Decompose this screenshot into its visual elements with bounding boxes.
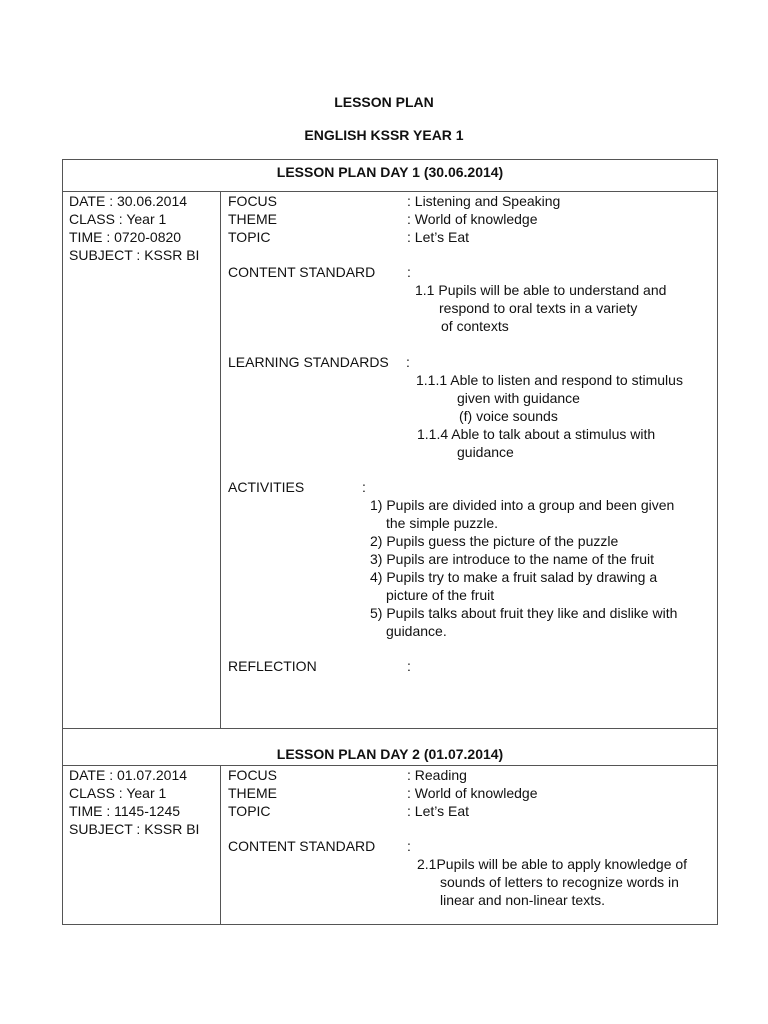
- day2-theme-value: : World of knowledge: [407, 785, 538, 801]
- day2-content-standard-line: sounds of letters to recognize words in: [440, 874, 679, 890]
- day1-content-standard-line: 1.1 Pupils will be able to understand and: [415, 282, 667, 298]
- day1-reflection-label: REFLECTION: [228, 658, 317, 674]
- day1-subject: SUBJECT : KSSR BI: [69, 247, 200, 263]
- day1-content-standard-line: respond to oral texts in a variety: [439, 300, 638, 316]
- day2-date: DATE : 01.07.2014: [69, 767, 188, 783]
- day1-reflection-colon: :: [407, 658, 411, 674]
- day1-learning-standard-line: guidance: [457, 444, 514, 460]
- day1-activities-label: ACTIVITIES: [228, 479, 305, 495]
- day1-activity-line: 2) Pupils guess the picture of the puzzle: [370, 533, 619, 549]
- day1-theme-label: THEME: [228, 211, 277, 227]
- day1-activity-line: guidance.: [386, 623, 447, 639]
- day2-class: CLASS : Year 1: [69, 785, 167, 801]
- day1-focus-value: : Listening and Speaking: [407, 193, 561, 209]
- day1-theme-value: : World of knowledge: [407, 211, 538, 227]
- day2-content-standard-line: 2.1Pupils will be able to apply knowledge of: [417, 856, 688, 872]
- day1-content-standard-line: of contexts: [441, 318, 509, 334]
- day1-date: DATE : 30.06.2014: [69, 193, 188, 209]
- day1-info-column: [63, 192, 221, 728]
- day2-content-standard-label: CONTENT STANDARD: [228, 838, 376, 854]
- day1-activity-line: the simple puzzle.: [386, 515, 499, 531]
- day1-activity-line: 4) Pupils try to make a fruit salad by drawing a: [370, 569, 658, 585]
- day2-theme-label: THEME: [228, 785, 277, 801]
- day2-focus-value: : Reading: [407, 767, 467, 783]
- day2-focus-label: FOCUS: [228, 767, 277, 783]
- day1-content-standard-colon: :: [407, 264, 411, 280]
- day1-class: CLASS : Year 1: [69, 211, 167, 227]
- day1-heading: LESSON PLAN DAY 1 (30.06.2014): [63, 160, 717, 192]
- day2-content-standard-colon: :: [407, 838, 411, 854]
- day1-learning-standard-line: given with guidance: [457, 390, 580, 406]
- day1-learning-standard-line: 1.1.4 Able to talk about a stimulus with: [417, 426, 656, 442]
- day1-body: [63, 192, 717, 728]
- day1-activity-line: 3) Pupils are introduce to the name of the fruit: [370, 551, 655, 567]
- day1-learning-standards-label: LEARNING STANDARDS: [228, 354, 389, 370]
- document-subtitle: ENGLISH KSSR YEAR 1: [304, 127, 464, 143]
- day2-subject: SUBJECT : KSSR BI: [69, 821, 200, 837]
- day1-activity-line: 5) Pupils talks about fruit they like and dislike with: [370, 605, 678, 621]
- document-title: LESSON PLAN: [334, 94, 434, 110]
- day1-topic-label: TOPIC: [228, 229, 271, 245]
- lesson-plan-day1-table: [62, 159, 718, 729]
- day1-focus-label: FOCUS: [228, 193, 277, 209]
- day1-learning-standard-line: 1.1.1 Able to listen and respond to stimulus: [416, 372, 683, 388]
- day2-topic-value: : Let’s Eat: [407, 803, 470, 819]
- day1-activities-colon: :: [362, 479, 366, 495]
- day1-content-standard-label: CONTENT STANDARD: [228, 264, 376, 280]
- day2-info-column: [63, 766, 221, 924]
- day1-activity-line: picture of the fruit: [386, 587, 495, 603]
- day2-content-standard-line: linear and non-linear texts.: [440, 892, 605, 908]
- day1-activity-line: 1) Pupils are divided into a group and been given: [370, 497, 675, 513]
- day2-time: TIME : 1145-1245: [69, 803, 181, 819]
- day2-body: [63, 766, 717, 924]
- lesson-plan-day2-table: [62, 728, 718, 925]
- day1-learning-standards-colon: :: [406, 354, 410, 370]
- day1-learning-standard-line: (f) voice sounds: [459, 408, 558, 424]
- day2-heading: LESSON PLAN DAY 2 (01.07.2014): [63, 729, 717, 766]
- day1-time: TIME : 0720-0820: [69, 229, 182, 245]
- day2-topic-label: TOPIC: [228, 803, 271, 819]
- day1-topic-value: : Let’s Eat: [407, 229, 470, 245]
